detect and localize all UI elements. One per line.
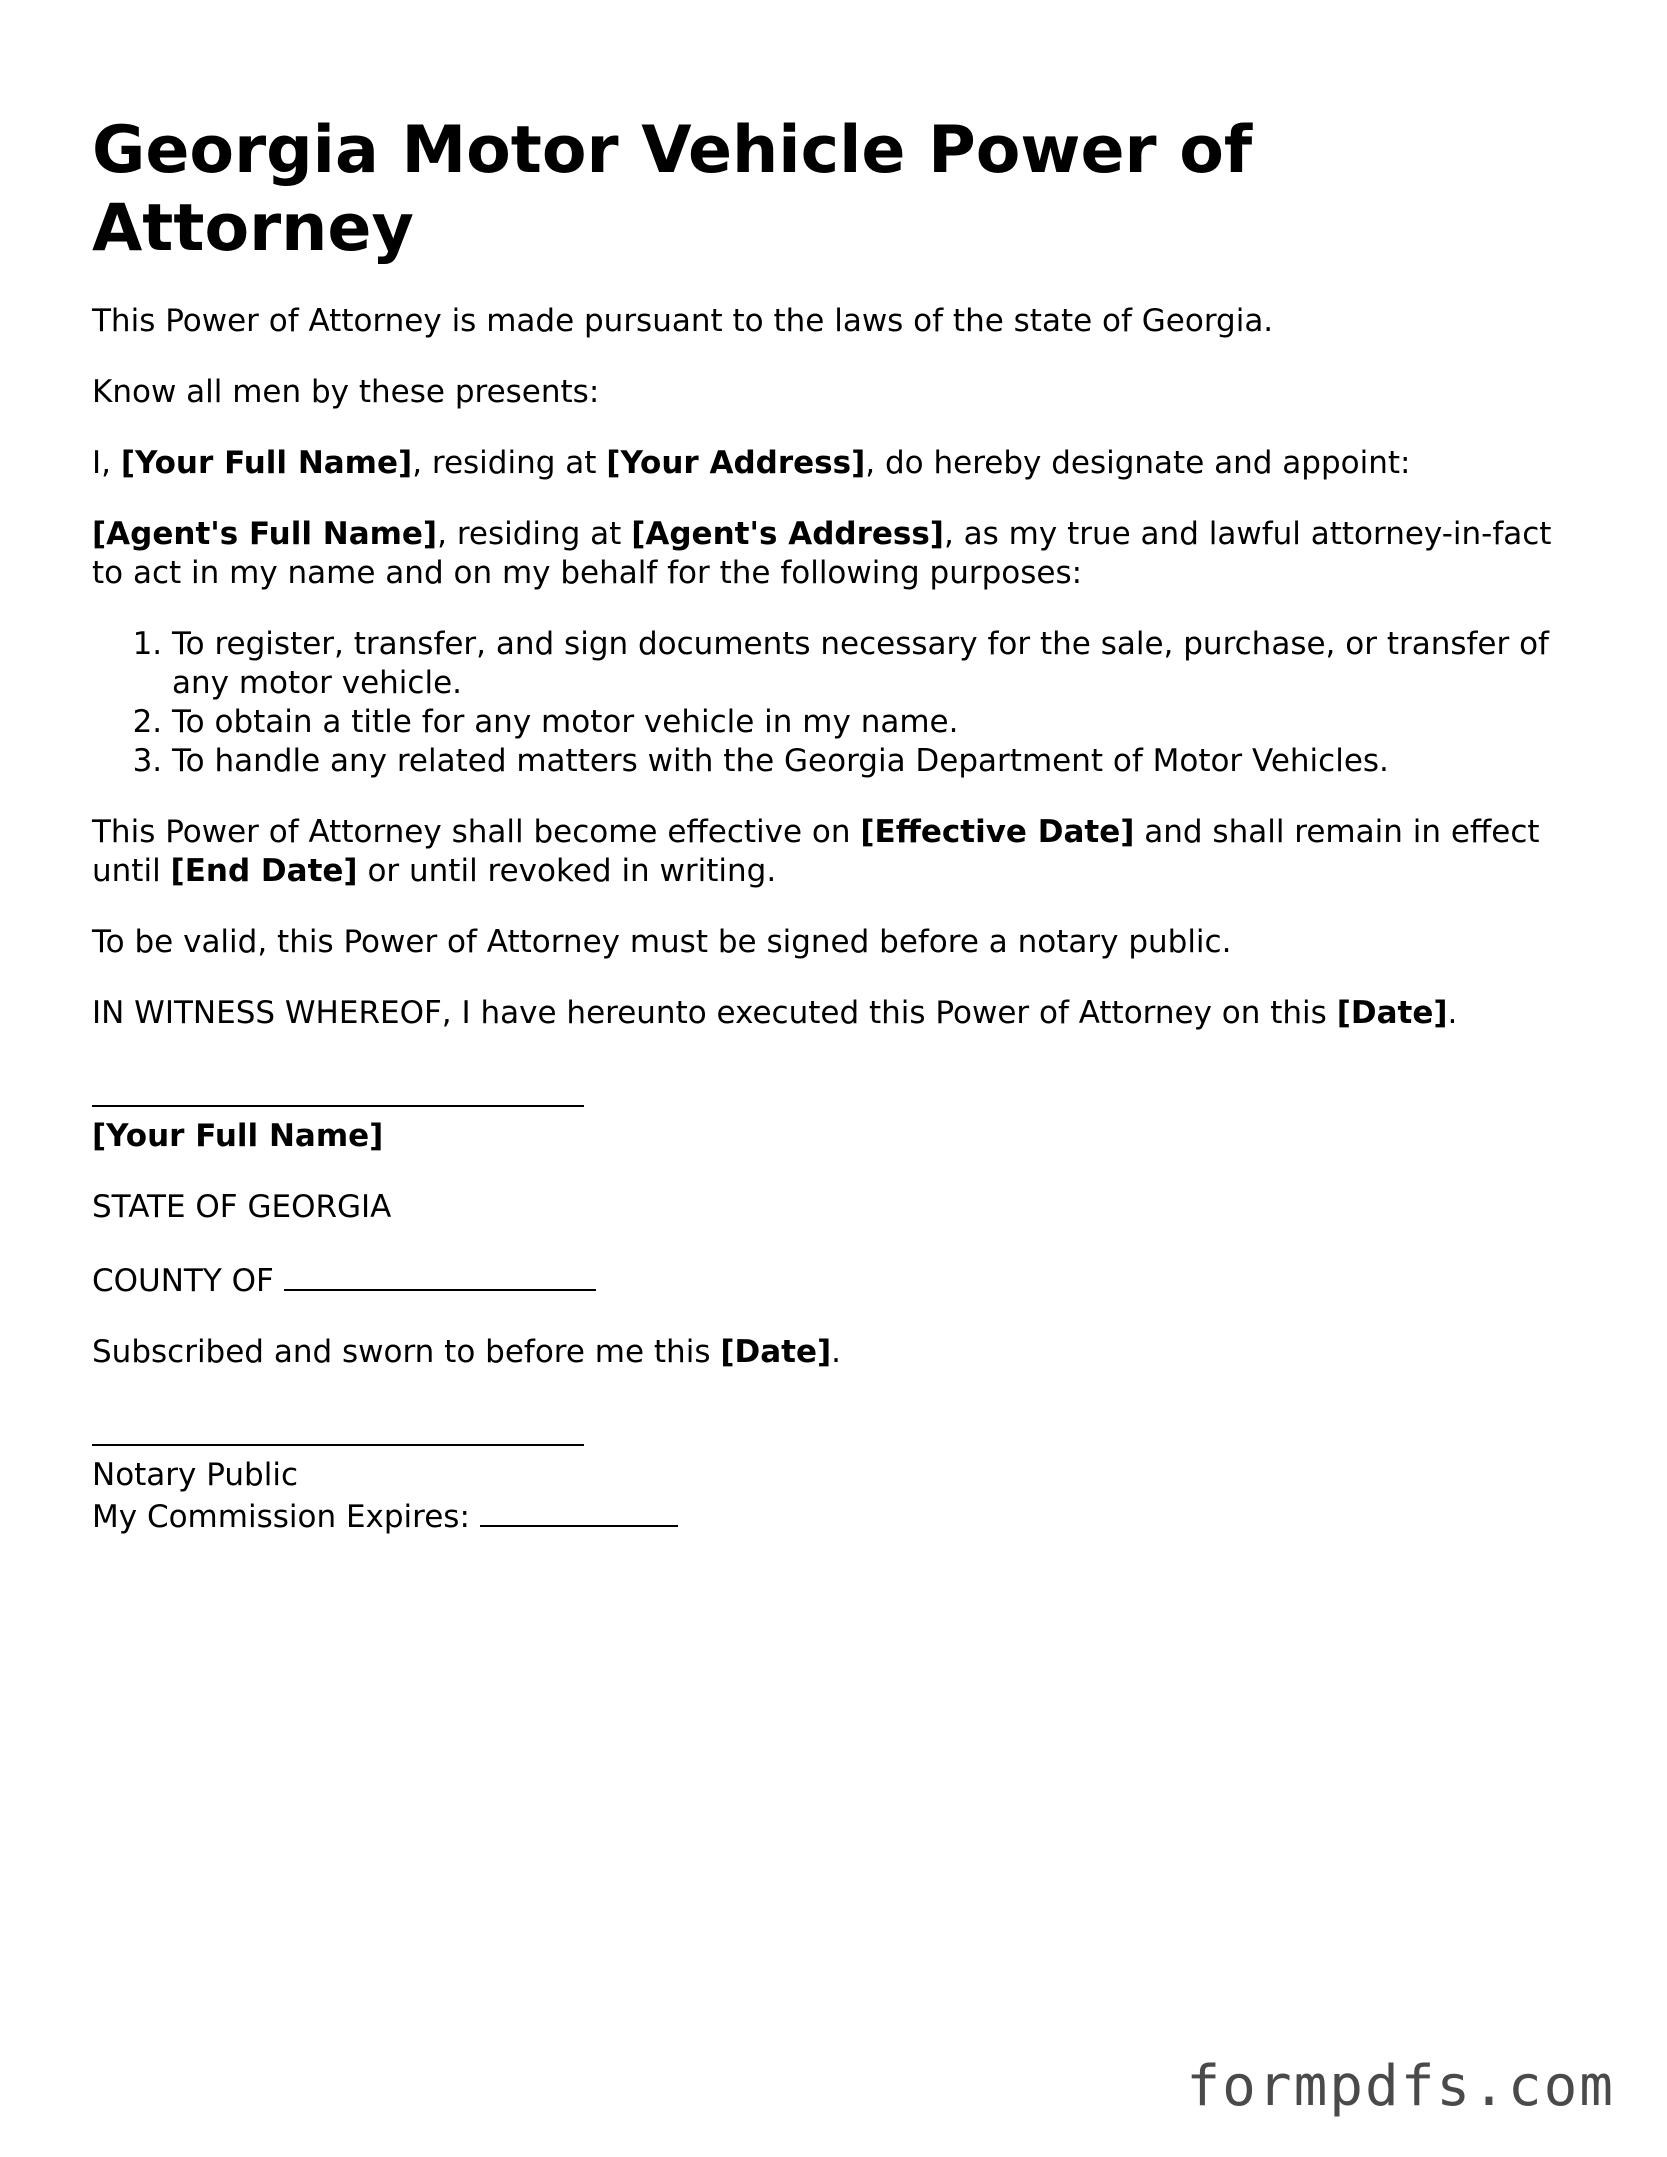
principal-suffix: , do hereby designate and appoint: bbox=[865, 445, 1411, 481]
principal-name-placeholder: [Your Full Name] bbox=[120, 445, 413, 481]
sworn-paragraph bbox=[92, 1333, 1572, 1372]
sworn-prefix: Subscribed and sworn to before me this bbox=[92, 1334, 721, 1370]
commission-label: My Commission Expires: bbox=[92, 1499, 480, 1535]
agent-suffix: , as my true and lawful attorney-in-fact to act in my name and on my behalf for the following purposes: bbox=[92, 516, 1552, 591]
validity-paragraph: To be valid, this Power of Attorney must be signed before a notary public. bbox=[92, 924, 1232, 960]
state-line: STATE OF GEORGIA bbox=[92, 1189, 392, 1225]
agent-mid: , residing at bbox=[437, 516, 632, 552]
know-all-paragraph: Know all men by these presents: bbox=[92, 374, 600, 410]
witness-date-placeholder: [Date] bbox=[1336, 995, 1448, 1031]
principal-signature-line[interactable] bbox=[92, 1075, 584, 1107]
principal-prefix: I, bbox=[92, 445, 121, 481]
principal-signature-block bbox=[92, 1075, 1572, 1156]
document-page bbox=[92, 112, 1572, 1569]
county-field-line[interactable] bbox=[284, 1259, 596, 1291]
page-title: Georgia Motor Vehicle Power of Attorney bbox=[92, 113, 1253, 266]
agent-address-placeholder: [Agent's Address] bbox=[631, 516, 944, 552]
county-line bbox=[92, 1259, 1572, 1301]
purposes-list bbox=[92, 625, 1572, 781]
purpose-item: 3. To handle any related matters with the Georgia Department of Motor Vehicles. bbox=[172, 742, 1572, 781]
signer-name-placeholder: [Your Full Name] bbox=[92, 1118, 384, 1154]
principal-paragraph bbox=[92, 444, 1572, 483]
county-label: COUNTY OF bbox=[92, 1263, 284, 1299]
purpose-item: 2. To obtain a title for any motor vehicle in my name. bbox=[172, 703, 1572, 742]
effective-suffix: or until revoked in writing. bbox=[357, 853, 777, 889]
commission-expiry-line[interactable] bbox=[480, 1495, 678, 1527]
end-date-placeholder: [End Date] bbox=[170, 853, 358, 889]
agent-name-placeholder: [Agent's Full Name] bbox=[92, 516, 438, 552]
witness-suffix: . bbox=[1447, 995, 1458, 1031]
intro-paragraph: This Power of Attorney is made pursuant to the laws of the state of Georgia. bbox=[92, 303, 1274, 339]
principal-mid: , residing at bbox=[412, 445, 607, 481]
purpose-item: 1. To register, transfer, and sign documents necessary for the sale, purchase, or transfer of any motor vehicle. bbox=[172, 625, 1572, 703]
effective-prefix: This Power of Attorney shall become effective on bbox=[92, 814, 861, 850]
notary-signature-block bbox=[92, 1414, 1572, 1537]
agent-paragraph bbox=[92, 515, 1572, 593]
sworn-date-placeholder: [Date] bbox=[720, 1334, 832, 1370]
principal-address-placeholder: [Your Address] bbox=[606, 445, 866, 481]
effective-date-placeholder: [Effective Date] bbox=[860, 814, 1135, 850]
effective-mid: and shall remain in effect until bbox=[92, 814, 1540, 889]
sworn-suffix: . bbox=[831, 1334, 842, 1370]
witness-paragraph bbox=[92, 994, 1572, 1033]
commission-line bbox=[92, 1495, 1572, 1537]
witness-prefix: IN WITNESS WHEREOF, I have hereunto executed this Power of Attorney on this bbox=[92, 995, 1337, 1031]
watermark-logo: formpdfs.com bbox=[1186, 2054, 1615, 2119]
effective-paragraph bbox=[92, 813, 1572, 891]
notary-signature-line[interactable] bbox=[92, 1414, 584, 1446]
notary-label: Notary Public bbox=[92, 1457, 298, 1493]
